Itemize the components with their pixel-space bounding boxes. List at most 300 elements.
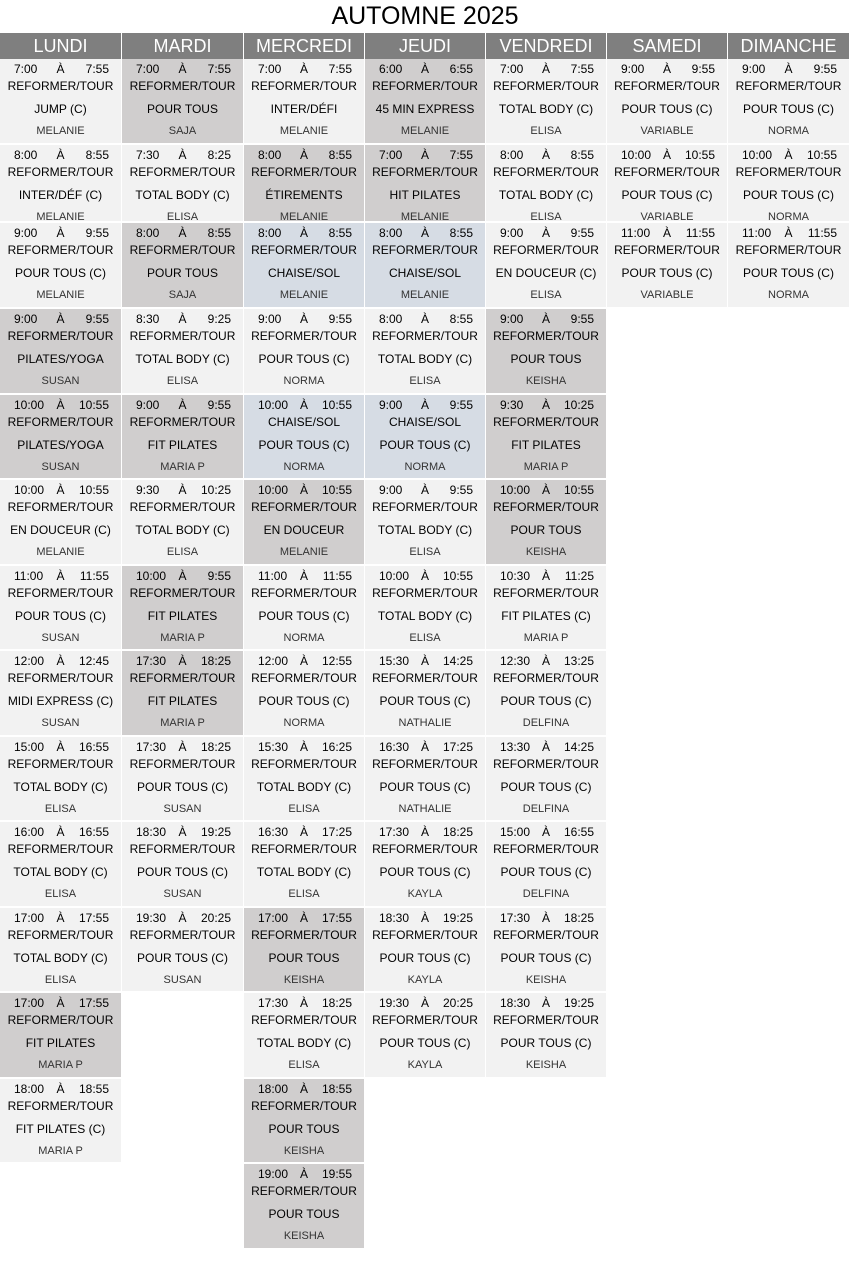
class-slot — [486, 145, 606, 222]
instructor-name: KEISHA — [525, 1059, 567, 1071]
class-slot — [728, 145, 849, 222]
class-slot — [486, 993, 606, 1078]
time-range — [244, 1166, 364, 1182]
instructor-name: KAYLA — [407, 888, 443, 900]
time-separator: À — [420, 226, 429, 240]
end-time: 19:25 — [442, 911, 473, 925]
class-level: POUR TOUS (C) — [500, 865, 592, 879]
start-time: 10:00 — [258, 483, 289, 497]
class-name: CHAISE/SOL — [388, 415, 462, 429]
end-time: 14:25 — [563, 740, 594, 754]
instructor-name: KAYLA — [407, 1059, 443, 1071]
start-time: 10:00 — [258, 398, 289, 412]
class-slot — [122, 223, 243, 308]
instructor-name: SUSAN — [41, 461, 80, 473]
class-name: REFORMER/TOUR — [251, 243, 357, 257]
class-level: POUR TOUS (C) — [500, 1036, 592, 1050]
end-time: 20:25 — [442, 996, 473, 1010]
time-separator: À — [56, 654, 65, 668]
end-time: 9:55 — [570, 226, 594, 240]
time-range — [607, 61, 727, 77]
class-slot — [0, 822, 121, 907]
start-time: 9:00 — [379, 483, 403, 497]
time-separator: À — [541, 483, 550, 497]
day-header-mercredi: MERCREDI — [244, 33, 364, 59]
instructor-name: NORMA — [768, 289, 809, 301]
time-range — [486, 995, 606, 1011]
start-time: 9:00 — [258, 312, 282, 326]
start-time: 10:00 — [742, 148, 773, 162]
time-separator: À — [56, 398, 65, 412]
time-separator: À — [299, 1167, 308, 1181]
start-time: 10:00 — [14, 398, 45, 412]
class-level: TOTAL BODY (C) — [377, 352, 473, 366]
time-separator: À — [56, 996, 65, 1010]
class-level: TOTAL BODY (C) — [135, 188, 230, 202]
end-time: 10:55 — [563, 483, 594, 497]
end-time: 7:55 — [207, 62, 231, 76]
time-separator: À — [56, 483, 65, 497]
end-time: 8:25 — [207, 148, 231, 162]
class-level: FIT PILATES (C) — [15, 1122, 106, 1136]
class-slot — [0, 145, 121, 222]
time-separator: À — [56, 911, 65, 925]
time-range — [0, 910, 121, 926]
time-separator: À — [56, 312, 65, 326]
time-separator: À — [541, 825, 550, 839]
instructor-name: ELISA — [166, 375, 199, 387]
class-level: POUR TOUS (C) — [379, 951, 471, 965]
class-level: TOTAL BODY (C) — [377, 523, 473, 537]
instructor-name: ELISA — [288, 888, 320, 900]
class-level: POUR TOUS (C) — [137, 780, 228, 794]
start-time: 11:00 — [621, 226, 651, 240]
class-level: TOTAL BODY (C) — [256, 1036, 352, 1050]
class-slot — [0, 223, 121, 308]
instructor-name: KEISHA — [283, 1145, 325, 1157]
end-time: 17:25 — [442, 740, 473, 754]
start-time: 8:00 — [136, 226, 160, 240]
time-range — [486, 482, 606, 498]
instructor-name: NORMA — [283, 461, 325, 473]
class-slot — [0, 651, 121, 736]
end-time: 9:55 — [813, 62, 837, 76]
time-range — [486, 61, 606, 77]
end-time: 10:55 — [806, 148, 837, 162]
start-time: 17:00 — [258, 911, 289, 925]
start-time: 9:30 — [500, 398, 524, 412]
start-time: 8:30 — [136, 312, 160, 326]
end-time: 9:55 — [85, 226, 109, 240]
instructor-name: KAYLA — [407, 974, 443, 986]
class-name: REFORMER/TOUR — [493, 757, 599, 771]
class-level: POUR TOUS — [268, 1122, 340, 1136]
class-slot — [365, 309, 485, 394]
time-range — [0, 482, 121, 498]
class-slot — [607, 223, 727, 308]
time-separator: À — [299, 62, 308, 76]
start-time: 12:30 — [500, 654, 531, 668]
time-range — [486, 311, 606, 327]
instructor-name: NATHALIE — [398, 803, 452, 815]
time-range — [122, 568, 243, 584]
time-range — [244, 311, 364, 327]
end-time: 10:55 — [78, 398, 109, 412]
class-level: POUR TOUS (C) — [15, 609, 106, 623]
time-range — [486, 225, 606, 241]
class-name: REFORMER/TOUR — [7, 1013, 114, 1027]
instructor-name: MARIA P — [523, 632, 569, 644]
class-name: REFORMER/TOUR — [7, 329, 114, 343]
start-time: 19:00 — [258, 1167, 289, 1181]
time-range — [365, 311, 485, 327]
time-range — [365, 653, 485, 669]
end-time: 19:55 — [321, 1167, 352, 1181]
time-separator: À — [299, 1082, 308, 1096]
time-range — [607, 147, 727, 163]
start-time: 17:30 — [136, 740, 167, 754]
class-level: TOTAL BODY (C) — [256, 780, 352, 794]
time-separator: À — [299, 825, 308, 839]
time-separator: À — [178, 226, 187, 240]
time-separator: À — [299, 312, 308, 326]
time-range — [0, 653, 121, 669]
end-time: 9:55 — [207, 398, 231, 412]
time-range — [365, 910, 485, 926]
class-name: REFORMER/TOUR — [735, 243, 842, 257]
instructor-name: ELISA — [409, 632, 441, 644]
end-time: 8:55 — [85, 148, 109, 162]
class-slot — [244, 566, 364, 650]
end-time: 10:55 — [321, 483, 352, 497]
class-name: REFORMER/TOUR — [7, 500, 114, 514]
time-separator: À — [178, 483, 187, 497]
class-level: POUR TOUS (C) — [379, 865, 471, 879]
class-level: POUR TOUS (C) — [621, 266, 713, 280]
instructor-name: KEISHA — [283, 1230, 325, 1242]
time-range — [607, 225, 727, 241]
instructor-name: ELISA — [530, 211, 562, 222]
time-range — [122, 653, 243, 669]
time-separator: À — [178, 569, 187, 583]
time-range — [0, 225, 121, 241]
time-separator: À — [178, 312, 187, 326]
class-name: REFORMER/TOUR — [493, 329, 599, 343]
class-level: POUR TOUS — [268, 951, 340, 965]
instructor-name: ELISA — [44, 974, 77, 986]
class-level: POUR TOUS (C) — [743, 188, 834, 202]
instructor-name: KEISHA — [525, 375, 567, 387]
class-name: REFORMER/TOUR — [493, 79, 599, 93]
class-name: REFORMER/TOUR — [129, 757, 236, 771]
time-range — [0, 739, 121, 755]
class-slot — [486, 566, 606, 650]
class-slot — [122, 59, 243, 144]
class-name: REFORMER/TOUR — [614, 243, 720, 257]
class-name: REFORMER/TOUR — [493, 842, 599, 856]
start-time: 7:00 — [379, 148, 403, 162]
start-time: 9:00 — [14, 312, 38, 326]
class-name: REFORMER/TOUR — [129, 165, 236, 179]
class-name: REFORMER/TOUR — [7, 757, 114, 771]
end-time: 18:25 — [321, 996, 352, 1010]
end-time: 10:25 — [563, 398, 594, 412]
class-level: POUR TOUS (C) — [137, 951, 228, 965]
time-separator: À — [784, 148, 793, 162]
class-level: POUR TOUS (C) — [258, 352, 350, 366]
class-name: REFORMER/TOUR — [493, 586, 599, 600]
class-slot — [486, 822, 606, 907]
day-header-samedi: SAMEDI — [607, 33, 727, 59]
class-level: POUR TOUS (C) — [743, 266, 834, 280]
time-range — [486, 147, 606, 163]
class-level: INTER/DÉFI — [270, 102, 338, 116]
start-time: 12:00 — [258, 654, 289, 668]
start-time: 7:30 — [136, 148, 160, 162]
instructor-name: VARIABLE — [640, 125, 694, 137]
class-name: REFORMER/TOUR — [251, 671, 357, 685]
instructor-name: ELISA — [44, 803, 77, 815]
class-slot — [365, 59, 485, 144]
time-range — [244, 147, 364, 163]
class-name: REFORMER/TOUR — [372, 586, 478, 600]
instructor-name: MARIA P — [160, 461, 205, 473]
time-separator: À — [420, 483, 429, 497]
time-separator: À — [56, 148, 65, 162]
instructor-name: MARIA P — [523, 461, 569, 473]
class-slot — [0, 1079, 121, 1163]
start-time: 15:00 — [500, 825, 531, 839]
end-time: 19:25 — [200, 825, 231, 839]
class-level: POUR TOUS — [510, 352, 582, 366]
time-range — [122, 225, 243, 241]
class-level: POUR TOUS (C) — [500, 694, 592, 708]
time-separator: À — [178, 148, 187, 162]
start-time: 15:00 — [14, 740, 45, 754]
start-time: 7:00 — [258, 62, 282, 76]
time-range — [244, 824, 364, 840]
class-slot — [122, 309, 243, 394]
time-range — [244, 61, 364, 77]
start-time: 10:00 — [621, 148, 652, 162]
start-time: 18:30 — [379, 911, 410, 925]
end-time: 17:25 — [321, 825, 352, 839]
instructor-name: MARIA P — [160, 717, 205, 729]
start-time: 18:30 — [500, 996, 531, 1010]
time-separator: À — [420, 569, 429, 583]
class-name: REFORMER/TOUR — [7, 586, 114, 600]
class-level: PILATES/YOGA — [17, 352, 104, 366]
class-name: REFORMER/TOUR — [493, 671, 599, 685]
instructor-name: KEISHA — [525, 974, 567, 986]
end-time: 17:55 — [78, 996, 109, 1010]
time-range — [122, 61, 243, 77]
time-range — [365, 482, 485, 498]
end-time: 17:55 — [78, 911, 109, 925]
class-slot — [122, 145, 243, 222]
class-slot — [244, 651, 364, 736]
time-range — [486, 824, 606, 840]
class-name: REFORMER/TOUR — [7, 671, 114, 685]
class-name: REFORMER/TOUR — [735, 79, 842, 93]
class-slot — [244, 1164, 364, 1249]
class-name: REFORMER/TOUR — [493, 243, 599, 257]
start-time: 11:00 — [14, 569, 44, 583]
class-level: 45 MIN EXPRESS — [375, 102, 475, 116]
time-separator: À — [541, 312, 550, 326]
class-level: POUR TOUS (C) — [500, 951, 592, 965]
instructor-name: MELANIE — [36, 125, 85, 137]
time-range — [0, 824, 121, 840]
start-time: 9:00 — [379, 398, 403, 412]
class-name: REFORMER/TOUR — [372, 928, 478, 942]
instructor-name: SUSAN — [41, 375, 80, 387]
class-slot — [122, 822, 243, 907]
instructor-name: ELISA — [166, 211, 199, 222]
time-range — [122, 824, 243, 840]
class-name: REFORMER/TOUR — [129, 671, 236, 685]
end-time: 11:55 — [79, 569, 109, 583]
class-name: REFORMER/TOUR — [251, 1013, 357, 1027]
time-range — [0, 995, 121, 1011]
end-time: 11:55 — [807, 226, 837, 240]
class-name: REFORMER/TOUR — [251, 1184, 357, 1198]
class-slot — [244, 993, 364, 1078]
class-level: JUMP (C) — [34, 102, 87, 116]
instructor-name: MARIA P — [38, 1145, 83, 1157]
class-level: FIT PILATES — [147, 609, 218, 623]
class-slot — [244, 737, 364, 821]
end-time: 7:55 — [328, 62, 352, 76]
class-name: REFORMER/TOUR — [372, 243, 478, 257]
instructor-name: MELANIE — [400, 289, 450, 301]
class-level: TOTAL BODY (C) — [135, 352, 230, 366]
time-separator: À — [420, 62, 429, 76]
time-separator: À — [662, 148, 671, 162]
class-name: REFORMER/TOUR — [129, 842, 236, 856]
start-time: 17:30 — [136, 654, 167, 668]
start-time: 17:30 — [379, 825, 410, 839]
end-time: 9:55 — [691, 62, 715, 76]
instructor-name: MELANIE — [400, 125, 450, 137]
class-slot — [244, 822, 364, 907]
time-separator: À — [299, 740, 308, 754]
class-slot — [244, 1079, 364, 1163]
class-slot — [728, 59, 849, 144]
time-separator: À — [178, 62, 187, 76]
class-level: POUR TOUS (C) — [621, 188, 713, 202]
class-name: REFORMER/TOUR — [129, 500, 236, 514]
end-time: 18:25 — [200, 654, 231, 668]
end-time: 8:55 — [328, 148, 352, 162]
end-time: 10:55 — [442, 569, 473, 583]
end-time: 16:25 — [321, 740, 352, 754]
class-name: REFORMER/TOUR — [493, 928, 599, 942]
class-level: POUR TOUS — [147, 266, 218, 280]
start-time: 9:00 — [136, 398, 160, 412]
class-level: CHAISE/SOL — [267, 266, 341, 280]
end-time: 9:55 — [449, 398, 473, 412]
start-time: 6:00 — [379, 62, 403, 76]
class-level: POUR TOUS (C) — [258, 438, 350, 452]
time-range — [244, 225, 364, 241]
class-slot — [122, 395, 243, 479]
time-range — [365, 397, 485, 413]
class-slot — [486, 395, 606, 479]
start-time: 8:00 — [258, 226, 282, 240]
time-separator: À — [541, 398, 550, 412]
time-separator: À — [299, 226, 308, 240]
start-time: 17:30 — [500, 911, 531, 925]
day-header-vendredi: VENDREDI — [486, 33, 606, 59]
start-time: 19:30 — [136, 911, 167, 925]
instructor-name: MELANIE — [36, 289, 85, 301]
class-name: REFORMER/TOUR — [372, 79, 478, 93]
class-level: TOTAL BODY (C) — [498, 102, 594, 116]
end-time: 9:25 — [207, 312, 231, 326]
start-time: 11:00 — [258, 569, 288, 583]
time-separator: À — [541, 654, 550, 668]
class-name: REFORMER/TOUR — [251, 500, 357, 514]
class-slot — [728, 223, 849, 308]
time-range — [244, 995, 364, 1011]
end-time: 10:25 — [200, 483, 231, 497]
class-name: REFORMER/TOUR — [129, 329, 236, 343]
class-slot — [486, 480, 606, 565]
start-time: 18:00 — [258, 1082, 289, 1096]
instructor-name: DELFINA — [522, 717, 570, 729]
instructor-name: SUSAN — [41, 717, 80, 729]
time-range — [122, 482, 243, 498]
time-range — [122, 311, 243, 327]
start-time: 15:30 — [379, 654, 410, 668]
time-separator: À — [541, 62, 550, 76]
instructor-name: MELANIE — [279, 289, 329, 301]
end-time: 7:55 — [570, 62, 594, 76]
instructor-name: MARIA P — [160, 632, 205, 644]
end-time: 9:55 — [449, 483, 473, 497]
class-name: REFORMER/TOUR — [129, 928, 236, 942]
instructor-name: ELISA — [530, 289, 562, 301]
start-time: 10:30 — [500, 569, 531, 583]
class-level: POUR TOUS (C) — [621, 102, 713, 116]
day-header-mardi: MARDI — [122, 33, 243, 59]
instructor-name: MELANIE — [400, 211, 450, 222]
time-range — [244, 1081, 364, 1097]
start-time: 9:00 — [500, 226, 524, 240]
instructor-name: MELANIE — [279, 211, 329, 222]
time-range — [244, 739, 364, 755]
start-time: 8:00 — [258, 148, 282, 162]
time-separator: À — [420, 312, 429, 326]
end-time: 8:55 — [570, 148, 594, 162]
start-time: 18:30 — [136, 825, 167, 839]
start-time: 17:00 — [14, 996, 45, 1010]
start-time: 17:00 — [14, 911, 45, 925]
time-separator: À — [784, 226, 793, 240]
class-level: EN DOUCEUR (C) — [495, 266, 597, 280]
instructor-name: NORMA — [404, 461, 446, 473]
instructor-name: SUSAN — [41, 632, 80, 644]
time-range — [365, 739, 485, 755]
class-name: REFORMER/TOUR — [251, 165, 357, 179]
time-separator: À — [56, 1082, 65, 1096]
instructor-name: SUSAN — [163, 888, 202, 900]
class-slot — [0, 566, 121, 650]
time-separator: À — [299, 398, 308, 412]
class-level: POUR TOUS (C) — [258, 694, 350, 708]
end-time: 18:25 — [200, 740, 231, 754]
